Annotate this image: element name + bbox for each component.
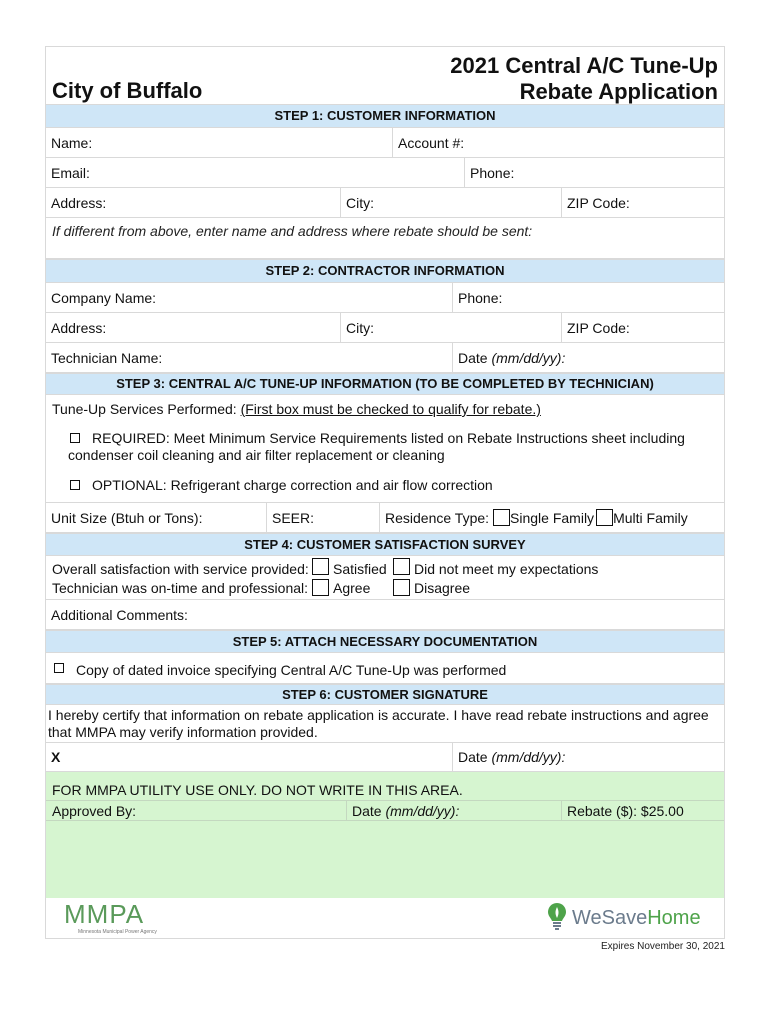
mmpa-logo [64, 899, 174, 935]
invoice-label: Copy of dated invoice specifying Central A/C Tune-Up was performed [76, 662, 507, 678]
services-note: (First box must be checked to qualify for rebate.) [240, 401, 541, 417]
contractor-phone-label: Phone: [458, 289, 503, 306]
step2-row-technician [46, 343, 724, 373]
lightbulb-icon [546, 901, 568, 933]
technician-professional-label: Technician was on-time and professional: [52, 580, 309, 596]
utility-divider-2 [561, 801, 562, 820]
approved-by-label: Approved By: [52, 803, 137, 819]
zip-label: ZIP Code: [567, 194, 630, 211]
satisfied-label: Satisfied [333, 561, 387, 577]
multi-family-checkbox[interactable] [596, 509, 613, 526]
required-text-1: REQUIRED: Meet Minimum Service Requirements listed on Rebate Instructions sheet including [92, 430, 685, 446]
step3-row-unit [46, 503, 724, 533]
address-label: Address: [51, 194, 107, 211]
contractor-phone-field[interactable] [452, 283, 724, 312]
signature-x: X [51, 749, 61, 765]
step5-heading: STEP 5: ATTACH NECESSARY DOCUMENTATION [46, 630, 724, 653]
name-field[interactable] [46, 128, 392, 157]
name-label: Name: [51, 134, 93, 151]
required-checkbox[interactable] [70, 433, 80, 443]
disagree-label: Disagree [414, 580, 471, 596]
optional-checkbox[interactable] [70, 480, 80, 490]
step3-heading: STEP 3: CENTRAL A/C TUNE-UP INFORMATION (TO BE COMPLETED BY TECHNICIAN) [46, 373, 724, 395]
signature-field[interactable] [46, 743, 452, 771]
utility-use-area [46, 772, 724, 898]
contractor-address-field[interactable] [46, 313, 340, 342]
city-label: City: [346, 194, 374, 211]
step1-alt-address[interactable] [46, 218, 724, 259]
services-label: Tune-Up Services Performed: [52, 401, 241, 417]
step2-row-company [46, 283, 724, 313]
comments-cell [46, 600, 724, 629]
utility-row [46, 800, 724, 821]
account-field[interactable] [392, 128, 724, 157]
seer-field[interactable] [266, 503, 379, 532]
account-label: Account #: [398, 134, 465, 151]
utility-date-label: Date [352, 803, 386, 819]
phone-label: Phone: [470, 164, 515, 181]
wesavehome-text [572, 907, 701, 930]
utility-notice: FOR MMPA UTILITY USE ONLY. DO NOT WRITE IN THIS AREA. [52, 782, 463, 798]
residence-type-label: Residence Type: [385, 509, 490, 526]
wesavehome-logo [544, 901, 719, 937]
contractor-city-field[interactable] [340, 313, 561, 342]
title-line-2: Rebate Application [519, 79, 718, 104]
step2-heading: STEP 2: CONTRACTOR INFORMATION [46, 259, 724, 283]
residence-type-field [379, 503, 724, 532]
contractor-zip-field[interactable] [561, 313, 724, 342]
step1-row-address [46, 188, 724, 218]
unit-size-label: Unit Size (Btuh or Tons): [51, 509, 203, 526]
certify-text-2: that MMPA may verify information provided. [48, 724, 318, 740]
step4-survey [46, 556, 724, 600]
technician-name-label: Technician Name: [51, 349, 163, 366]
step6-heading: STEP 6: CUSTOMER SIGNATURE [46, 684, 724, 705]
email-label: Email: [51, 164, 90, 181]
required-text-2: condenser coil cleaning and air filter replacement or cleaning [68, 447, 445, 463]
services-line [52, 401, 541, 417]
company-label: Company Name: [51, 289, 157, 306]
step2-row-address [46, 313, 724, 343]
contractor-address-label: Address: [51, 319, 107, 336]
step1-row-name [46, 128, 724, 158]
overall-satisfaction-label: Overall satisfaction with service provided: [52, 561, 309, 577]
step1-row-email [46, 158, 724, 188]
wesave-text: WeSave [572, 907, 648, 929]
alt-address-note: If different from above, enter name and address where rebate should be sent: [52, 223, 533, 239]
rebate-form [45, 46, 725, 939]
step6-certify [46, 705, 724, 743]
company-field[interactable] [46, 283, 452, 312]
contractor-date-field[interactable] [452, 343, 724, 372]
phone-field[interactable] [464, 158, 724, 187]
did-not-meet-checkbox[interactable] [393, 558, 410, 575]
home-text: Home [647, 907, 701, 929]
address-field[interactable] [46, 188, 340, 217]
technician-name-field[interactable] [46, 343, 452, 372]
contractor-date-format: (mm/dd/yy): [491, 349, 566, 366]
did-not-meet-label: Did not meet my expectations [414, 561, 599, 577]
signature-date-format: (mm/dd/yy): [491, 749, 566, 765]
mmpa-tagline: Minnesota Municipal Power Agency [78, 929, 157, 935]
utility-date-format: (mm/dd/yy): [385, 803, 460, 819]
agree-label: Agree [333, 580, 371, 596]
satisfied-checkbox[interactable] [312, 558, 329, 575]
step3-services [46, 395, 724, 503]
expiration-date: Expires November 30, 2021 [601, 941, 725, 952]
city-field[interactable] [340, 188, 561, 217]
utility-date [352, 803, 459, 819]
city-name: City of Buffalo [52, 78, 203, 103]
zip-field[interactable] [561, 188, 724, 217]
step5-invoice [46, 653, 724, 684]
step1-heading: STEP 1: CUSTOMER INFORMATION [46, 104, 724, 128]
contractor-date-label: Date [458, 349, 488, 366]
single-family-label: Single Family [510, 509, 595, 526]
contractor-city-label: City: [346, 319, 374, 336]
disagree-checkbox[interactable] [393, 579, 410, 596]
contractor-zip-label: ZIP Code: [567, 319, 630, 336]
signature-date-field[interactable] [452, 743, 724, 771]
email-field[interactable] [46, 158, 464, 187]
seer-label: SEER: [272, 509, 315, 526]
agree-checkbox[interactable] [312, 579, 329, 596]
rebate-amount: Rebate ($): $25.00 [567, 803, 684, 819]
optional-text: OPTIONAL: Refrigerant charge correction and air flow correction [92, 477, 493, 493]
comments-label: Additional Comments: [51, 606, 188, 623]
signature-date-label: Date [458, 749, 488, 765]
form-title [450, 53, 718, 105]
step6-signature-row [46, 743, 724, 772]
certify-text-1: I hereby certify that information on rebate application is accurate. I have read rebate instructions and agree [48, 707, 709, 723]
multi-family-label: Multi Family [613, 509, 688, 526]
invoice-checkbox[interactable] [54, 663, 64, 673]
title-line-1: 2021 Central A/C Tune-Up [450, 53, 718, 78]
utility-divider-1 [346, 801, 347, 820]
comments-field[interactable] [46, 600, 724, 630]
single-family-checkbox[interactable] [493, 509, 510, 526]
form-header [46, 47, 724, 104]
unit-size-field[interactable] [46, 503, 266, 532]
step4-heading: STEP 4: CUSTOMER SATISFACTION SURVEY [46, 533, 724, 556]
mmpa-logo-text: MMPA [64, 899, 145, 929]
